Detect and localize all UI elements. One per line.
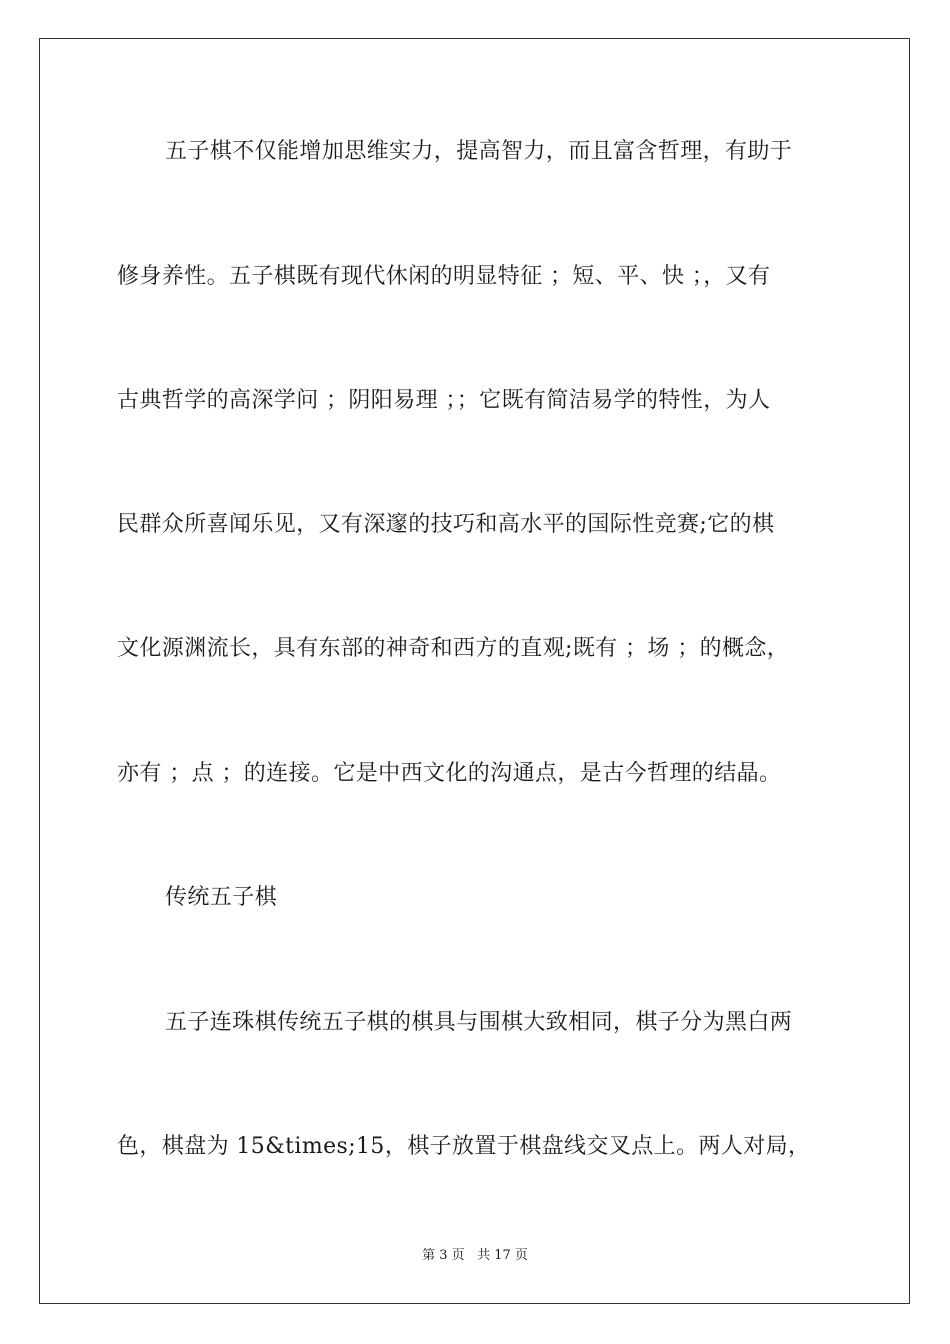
paragraph-line: 文化源渊流长，具有东部的神奇和西方的直观;既有 ；场 ；的概念， (117, 636, 790, 661)
paragraph-line: 五子棋不仅能增加思维实力，提高智力，而且富含哲理，有助于 (165, 139, 793, 164)
paragraph-line: 亦有 ；点 ；的连接。它是中西文化的沟通点，是古今哲理的结晶。 (117, 761, 782, 786)
section-heading: 传统五子棋 (165, 885, 278, 910)
page-frame (39, 38, 910, 1304)
paragraph-line: 古典哲学的高深学问 ；阴阳易理 ；；它既有简洁易学的特性，为人 (117, 388, 771, 413)
paragraph-line: 民群众所喜闻乐见，又有深邃的技巧和高水平的国际性竞赛;它的棋 (117, 512, 775, 537)
page-number: 第 3 页 (422, 1248, 465, 1263)
paragraph-line: 色，棋盘为 15&times;15，棋子放置于棋盘线交叉点上。两人对局， (117, 1134, 811, 1159)
paragraph-line: 五子连珠棋传统五子棋的棋具与围棋大致相同，棋子分为黑白两 (165, 1010, 793, 1035)
paragraph-line: 修身养性。五子棋既有现代休闲的明显特征 ；短、平、快 ；，又有 (117, 264, 771, 289)
page-total: 共 17 页 (477, 1248, 528, 1263)
page-footer (0, 1248, 950, 1264)
